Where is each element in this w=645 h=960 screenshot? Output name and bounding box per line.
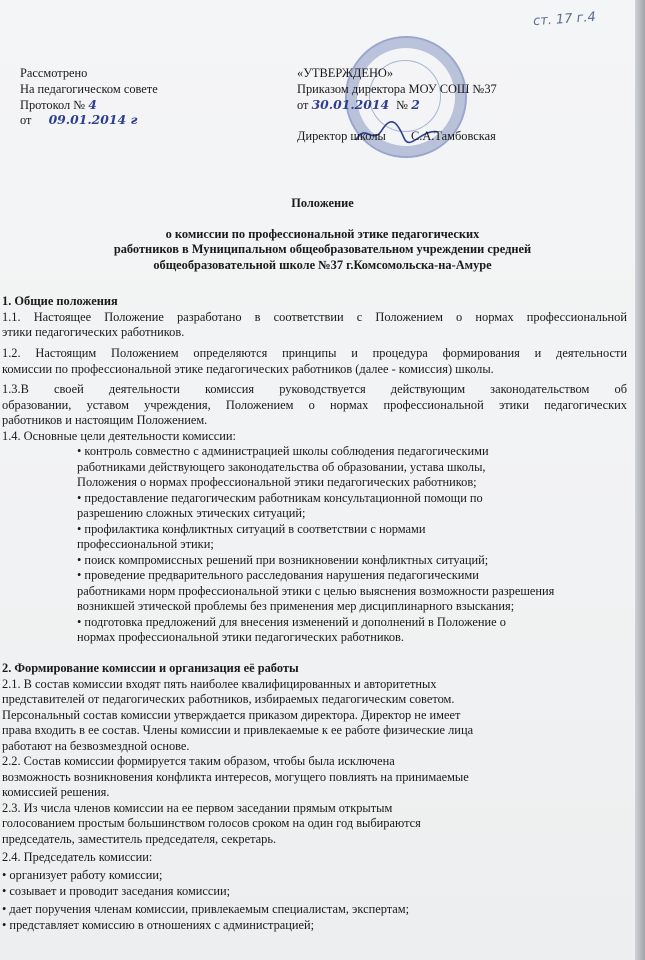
section2-line: представителей от педагогических работников, избираемых педагогическим советом. xyxy=(2,692,455,706)
section2-line: • созывает и проводит заседания комиссии; xyxy=(2,884,231,898)
clause-1-4: 1.4. Основные цели деятельности комиссии: xyxy=(2,429,236,443)
page-edge-shadow xyxy=(635,0,645,960)
section2-line: возможность возникновения конфликта интересов, могущего повлиять на принимаемые xyxy=(2,770,469,784)
goal-line: нормах профессиональной этики педагогических работников. xyxy=(77,630,404,644)
date-label: от xyxy=(20,113,32,127)
goal-line: профессиональной этики; xyxy=(77,537,214,551)
order-number-label: № xyxy=(396,98,409,112)
goal-line: • проведение предварительного расследования нарушения педагогическими xyxy=(77,568,479,582)
document-subtitle-line3: общеобразовательной школе №37 г.Комсомольска-на-Амуре xyxy=(153,258,492,272)
section2-line: голосованием простым большинством голосов сроком на один год выбираются xyxy=(2,816,421,830)
section2-line: 2.2. Состав комиссии формируется таким образом, чтобы была исключена xyxy=(2,754,395,768)
goal-line: • предоставление педагогическим работникам консультационной помощи по xyxy=(77,491,483,505)
clause-1-2-line1: 1.2. Настоящим Положением определяются принципы и процедура формирования и деятельности xyxy=(2,346,627,360)
approval-right-line1: «УТВЕРЖДЕНО» xyxy=(297,66,394,80)
section2-line: комиссией решения. xyxy=(2,785,110,799)
goal-line: разрешению сложных этических ситуаций; xyxy=(77,506,306,520)
goal-line: • подготовка предложений для внесения изменений и дополнений в Положение о xyxy=(77,615,506,629)
goal-line: работниками действующего законодательства об образовании, устава школы, xyxy=(77,460,486,474)
clause-1-3-line2: образовании, уставом учреждения, Положением о нормах профессиональной этики педагогических xyxy=(2,398,627,412)
section2-heading: 2. Формирование комиссии и организация её работы xyxy=(2,661,299,675)
clause-1-2-line2: комиссии по профессиональной этике педагогических работников (далее - комиссия) школы. xyxy=(2,362,494,376)
date-handwritten: 09.01.2014 г xyxy=(48,112,138,127)
section2-line: • дает поручения членам комиссии, привлекаемым специалистам, экспертам; xyxy=(2,902,410,916)
handwritten-page-note: ст. 17 г.4 xyxy=(532,9,597,30)
section2-line: права входить в ее состав. Члены комиссии и привлекаемые к ее работе физические лица xyxy=(2,723,474,737)
approval-right-line4 xyxy=(297,129,496,145)
goal-line: Положения о нормах профессиональной этики педагогических работников; xyxy=(77,475,477,489)
order-number-handwritten: 2 xyxy=(411,97,420,112)
clause-1-3-line1: 1.3.В своей деятельности комиссия руководствуется действующим законодательством об xyxy=(2,382,627,396)
goal-line: работниками норм профессиональной этики с целью выяснения возможности разрешения xyxy=(77,584,555,598)
section2-line: работают на безвозмездной основе. xyxy=(2,739,190,753)
section2-line: Персональный состав комиссии утверждается приказом директора. Директор не имеет xyxy=(2,708,461,722)
section2-line: председатель, заместитель председателя, секретарь. xyxy=(2,832,277,846)
document-title: Положение xyxy=(291,196,354,210)
goal-line: • профилактика конфликтных ситуаций в соответствии с нормами xyxy=(77,522,426,536)
goal-line: • контроль совместно с администрацией школы соблюдения педагогическими xyxy=(77,444,489,458)
director-label: Директор школы xyxy=(297,129,386,143)
section2-line: 2.1. В состав комиссии входят пять наиболее квалифицированных и авторитетных xyxy=(2,677,437,691)
goal-line: возникшей этической проблемы без применения мер дисциплинарного взыскания; xyxy=(77,599,515,613)
section2-line: • организует работу комиссии; xyxy=(2,868,163,882)
clause-1-1-line1: 1.1. Настоящее Положение разработано в соответствии с Положением о нормах профессиональной xyxy=(2,310,627,324)
approval-right-line2: Приказом директора МОУ СОШ №37 xyxy=(297,82,497,96)
order-date-label: от xyxy=(297,98,309,112)
director-name: С.А.Тамбовская xyxy=(410,129,496,143)
approval-left-line1: Рассмотрено xyxy=(20,66,88,80)
document-subtitle-line1: о комиссии по профессиональной этике педагогических xyxy=(165,227,480,241)
approval-left-line4 xyxy=(20,112,137,129)
section2-line: • представляет комиссию в отношениях с администрацией; xyxy=(2,918,315,932)
section1-heading: 1. Общие положения xyxy=(2,294,118,308)
goal-line: • поиск компромиссных решений при возникновении конфликтных ситуаций; xyxy=(77,553,489,567)
document-subtitle-line2: работников в Муниципальном общеобразовательном учреждении средней xyxy=(113,242,532,256)
clause-1-3-line3: работников и настоящим Положением. xyxy=(2,413,208,427)
section2-line: 2.4. Председатель комиссии: xyxy=(2,850,153,864)
protocol-number-handwritten: 4 xyxy=(88,97,97,112)
section2-line: 2.3. Из числа членов комиссии на ее первом заседании прямым открытым xyxy=(2,801,393,815)
approval-left-line2: На педагогическом совете xyxy=(20,82,158,96)
order-date-handwritten: 30.01.2014 xyxy=(311,97,390,112)
clause-1-1-line2: этики педагогических работников. xyxy=(2,325,185,339)
protocol-label: Протокол № xyxy=(20,98,86,112)
approval-right-line3 xyxy=(297,97,420,114)
